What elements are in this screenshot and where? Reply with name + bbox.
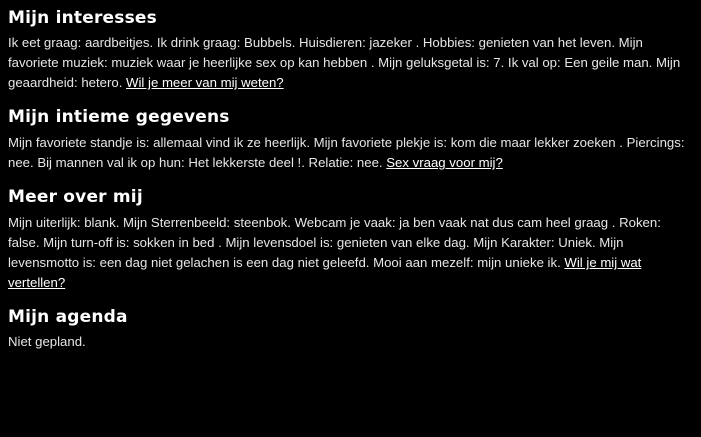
meer-over-mij-text: Mijn uiterlijk: blank. Mijn Sterrenbeeld: steenbok. Webcam je vaak: ja ben vaak nat dus cam heel graag . Roken: false. Mijn turn-off is: sokken in bed . Mijn levensdoel is: genieten van elke dag. Mijn Karakter: Uniek. Mijn levensmotto is: een dag niet gelachen is een dag niet geleefd. Mooi aan mezelf: mijn unieke ik. [8,215,661,270]
section-heading-meer-over-mij: Meer over mij [8,187,143,207]
interesses-text: Ik eet graag: aardbeitjes. Ik drink graag: Bubbels. Huisdieren: jazeker . Hobbies: genieten van het leven. Mijn favoriete muziek: muziek waar je heerlijke sex op kan hebben . Mijn geluksgetal is: 7. Ik val op: Een geile man. Mijn geaardheid: hetero. [8,35,681,90]
meer-over-mij-cta-link[interactable]: Wil je mij wat vertellen? [8,255,642,290]
interesses-cta-link[interactable]: Wil je meer van mij weten? [126,75,284,90]
section-body-interesses [8,33,688,93]
intieme-gegevens-text: Mijn favoriete standje is: allemaal vind ik ze heerlijk. Mijn favoriete plekje is: kom die maar lekker zoeken . Piercings: nee. Bij mannen val ik op hun: Het lekkerste deel !. Relatie: nee. [8,135,685,170]
section-body-agenda: Niet gepland. [8,334,86,349]
section-heading-interesses: Mijn interesses [8,8,157,28]
section-heading-intieme-gegevens: Mijn intieme gegevens [8,107,230,127]
section-intieme-gegevens [8,107,691,173]
section-interesses [8,8,691,93]
section-body-intieme-gegevens [8,133,688,173]
section-heading-agenda: Mijn agenda [8,307,128,327]
section-agenda [8,307,691,352]
section-body-meer-over-mij [8,213,688,293]
intieme-gegevens-cta-link[interactable]: Sex vraag voor mij? [386,155,503,170]
section-meer-over-mij [8,187,691,293]
